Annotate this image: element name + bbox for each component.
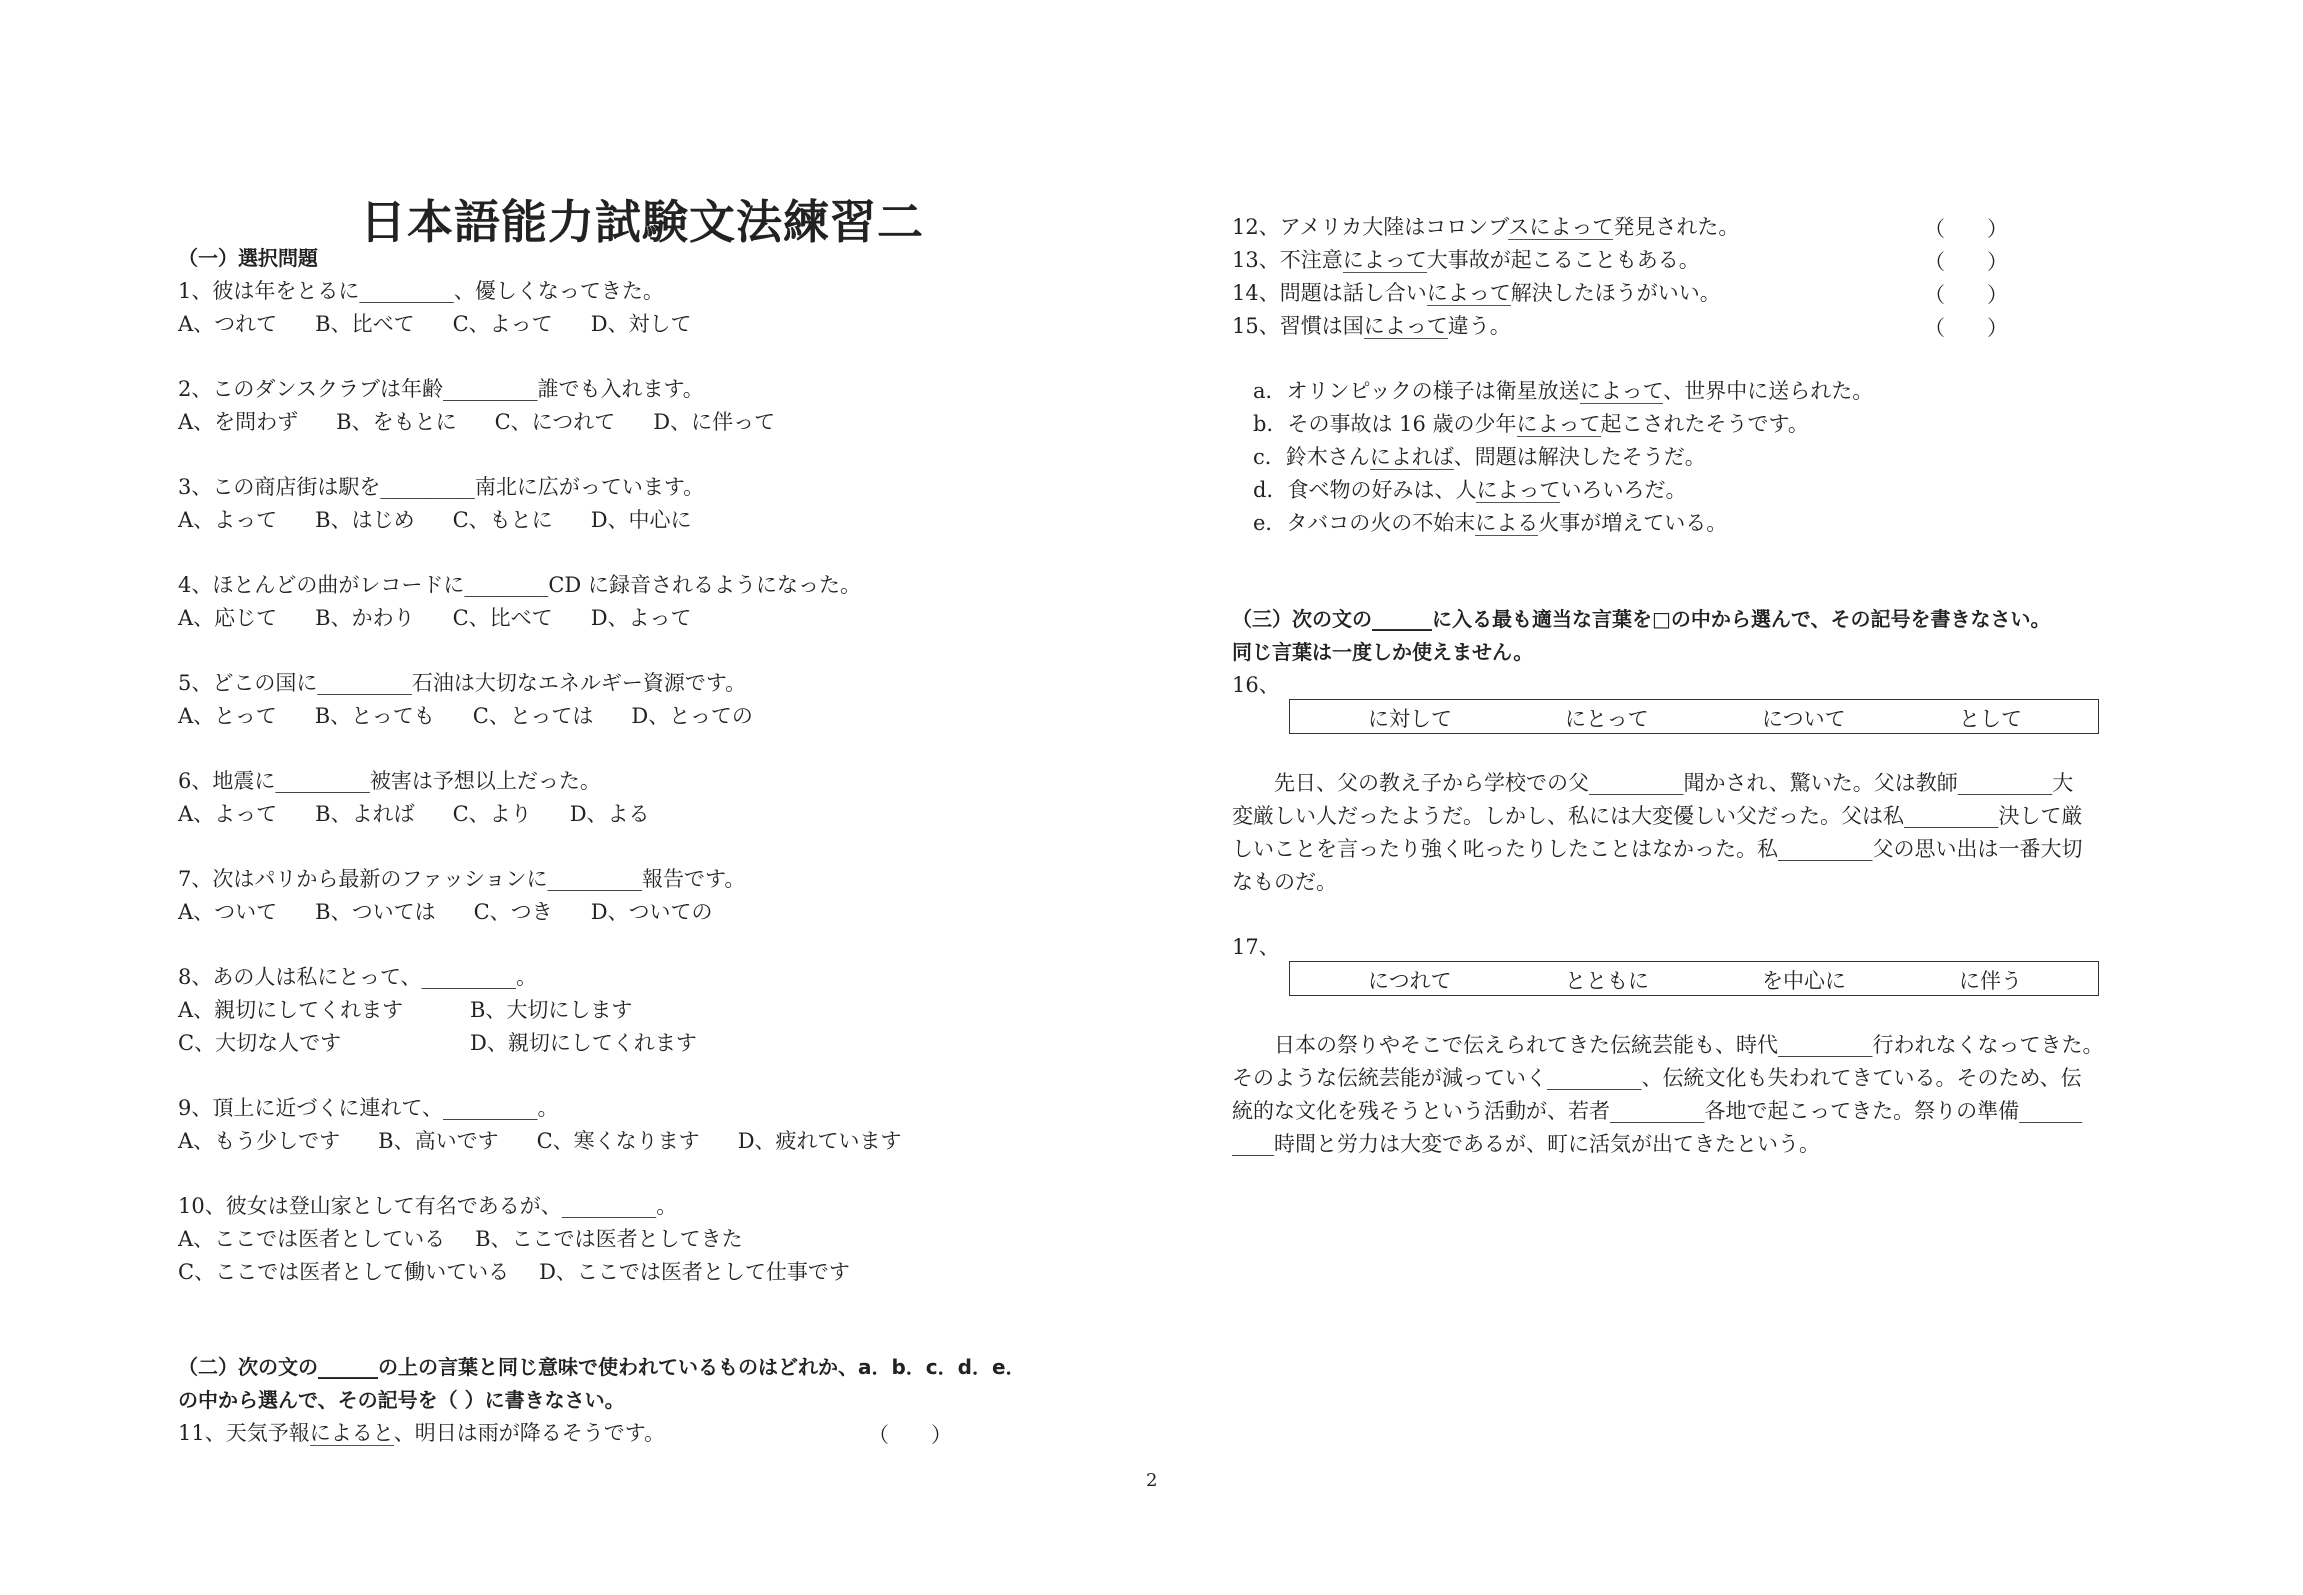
question-6: 6、地震に_________被害は予想以上だった。 bbox=[178, 769, 601, 793]
question-5: 5、どこの国に_________石油は大切なエネルギー資源です。 bbox=[178, 671, 747, 695]
question-14: 14、問題は話し合いによって解決したほうがいい。 bbox=[1232, 281, 1721, 305]
option[interactable]: C、とっては bbox=[472, 704, 594, 728]
option[interactable]: B、はじめ bbox=[315, 508, 415, 532]
option[interactable]: D、対して bbox=[590, 312, 692, 336]
question-4: 4、ほとんどの曲がレコードに________CD に録音されるようになった。 bbox=[178, 573, 861, 597]
option[interactable]: D、に伴って bbox=[653, 410, 776, 434]
question-8-options-1 bbox=[178, 996, 670, 1024]
word-option[interactable]: とともに bbox=[1565, 969, 1649, 993]
underlined-phrase: によって bbox=[1342, 248, 1427, 272]
option[interactable]: B、ついては bbox=[315, 900, 436, 924]
question-5-options bbox=[178, 702, 791, 730]
option[interactable]: A、もう少しです bbox=[178, 1129, 341, 1153]
passage-17-line-3: 統的な文化を残そうという活動が、若者_________各地で起こってきた。祭りの準備______ bbox=[1232, 1099, 2083, 1123]
question-9: 9、頂上に近づくに連れて、_________。 bbox=[178, 1096, 559, 1120]
page-title: 日本語能力試験文法練習二 bbox=[360, 195, 924, 249]
underlined-phrase: によれば bbox=[1369, 445, 1454, 469]
option[interactable]: C、もとに bbox=[452, 508, 553, 532]
option[interactable]: A、ついて bbox=[178, 900, 278, 924]
option[interactable]: B、をもとに bbox=[336, 410, 457, 434]
word-option[interactable]: に伴う bbox=[1959, 969, 2022, 993]
option[interactable]: D、ここでは医者として仕事です bbox=[539, 1260, 850, 1284]
answer-paren-11[interactable]: （ ） bbox=[868, 1423, 952, 1447]
option[interactable]: A、親切にしてくれます bbox=[178, 998, 404, 1022]
option[interactable]: A、応じて bbox=[178, 606, 278, 630]
word-option[interactable]: に対して bbox=[1368, 707, 1452, 731]
question-12: 12、アメリカ大陸はコロンブスによって発見された。 bbox=[1232, 215, 1740, 239]
word-option[interactable]: を中心に bbox=[1762, 969, 1846, 993]
question-10-options-2 bbox=[178, 1258, 888, 1286]
option[interactable]: D、中心に bbox=[590, 508, 692, 532]
passage-17-line-4: ____時間と労力は大変であるが、町に活気が出てきたという。 bbox=[1232, 1132, 1820, 1156]
underlined-phrase: によって bbox=[1476, 478, 1561, 502]
word-option[interactable]: について bbox=[1762, 707, 1846, 731]
option[interactable]: C、大切な人です bbox=[178, 1031, 342, 1055]
word-box-16 bbox=[1289, 699, 2099, 734]
option[interactable]: C、寒くなります bbox=[536, 1129, 700, 1153]
option[interactable]: A、とって bbox=[178, 704, 277, 728]
option[interactable]: C、より bbox=[452, 802, 532, 826]
option[interactable]: B、比べて bbox=[315, 312, 415, 336]
option[interactable]: C、よって bbox=[452, 312, 553, 336]
question-3-options bbox=[178, 506, 730, 534]
choice-c: c．鈴木さんによれば、問題は解決したそうだ。 bbox=[1253, 445, 1706, 469]
underlined-phrase: による bbox=[1475, 511, 1539, 535]
option[interactable]: B、大切にします bbox=[470, 998, 633, 1022]
option[interactable]: D、とっての bbox=[631, 704, 753, 728]
question-10: 10、彼女は登山家として有名であるが、_________。 bbox=[178, 1194, 678, 1218]
question-10-options-1 bbox=[178, 1225, 781, 1253]
section1-heading: （一）選択問題 bbox=[178, 246, 318, 270]
question-16-number: 16、 bbox=[1232, 673, 1280, 697]
section2-heading-line2: の中から選んで、その記号を（ ）に書きなさい。 bbox=[178, 1388, 625, 1412]
underlined-phrase: によって bbox=[1363, 314, 1448, 338]
question-3: 3、この商店街は駅を_________南北に広がっています。 bbox=[178, 475, 705, 499]
page-number: 2 bbox=[1146, 1470, 1158, 1491]
word-option[interactable]: として bbox=[1959, 707, 2022, 731]
choice-b: b．その事故は 16 歳の少年によって起こされたそうです。 bbox=[1253, 412, 1809, 436]
answer-paren-15[interactable]: （ ） bbox=[1924, 316, 2008, 340]
option[interactable]: A、よって bbox=[178, 508, 278, 532]
choice-d: d．食べ物の好みは、人によっていろいろだ。 bbox=[1253, 478, 1687, 502]
question-15: 15、習慣は国によって違う。 bbox=[1232, 314, 1511, 338]
choice-e: e．タバコの火の不始末による火事が増えている。 bbox=[1253, 511, 1728, 535]
section3-heading-line2: 同じ言葉は一度しか使えません。 bbox=[1232, 640, 1534, 664]
option[interactable]: A、よって bbox=[178, 802, 278, 826]
passage-16-line-3: しいことを言ったり強く叱ったりしたことはなかった。私_________父の思い出は一番大切 bbox=[1232, 837, 2083, 861]
question-2: 2、このダンスクラブは年齢_________誰でも入れます。 bbox=[178, 377, 704, 401]
question-7: 7、次はパリから最新のファッションに_________報告です。 bbox=[178, 867, 746, 891]
option[interactable]: C、つき bbox=[473, 900, 553, 924]
word-option[interactable]: にとって bbox=[1565, 707, 1649, 731]
question-8-options-2 bbox=[178, 1029, 735, 1057]
question-8: 8、あの人は私にとって、_________。 bbox=[178, 965, 538, 989]
word-option[interactable]: につれて bbox=[1368, 969, 1452, 993]
passage-17-line-1: 日本の祭りやそこで伝えられてきた伝統芸能も、時代_________行われなくなってきた。 bbox=[1232, 1033, 2104, 1057]
question-9-options bbox=[178, 1127, 940, 1155]
word-box-17 bbox=[1289, 961, 2099, 996]
question-7-options bbox=[178, 898, 751, 926]
option[interactable]: A、つれて bbox=[178, 312, 278, 336]
option[interactable]: B、高いです bbox=[378, 1129, 499, 1153]
option[interactable]: D、ついての bbox=[590, 900, 713, 924]
question-17-number: 17、 bbox=[1232, 935, 1280, 959]
option[interactable]: B、よれば bbox=[315, 802, 415, 826]
option[interactable]: B、とっても bbox=[314, 704, 435, 728]
underlined-phrase: スによって bbox=[1508, 215, 1614, 239]
passage-16-line-1: 先日、父の教え子から学校での父_________聞かされ、驚いた。父は教師_________大 bbox=[1232, 771, 2074, 795]
option[interactable]: C、につれて bbox=[494, 410, 616, 434]
passage-16-line-2: 変厳しい人だったようだ。しかし、私には大変優しい父だった。父は私_________決して厳 bbox=[1232, 804, 2083, 828]
option[interactable]: D、よる bbox=[569, 802, 650, 826]
underlined-phrase: によって bbox=[1579, 379, 1664, 403]
underlined-phrase: によって bbox=[1516, 412, 1601, 436]
option[interactable]: A、ここでは医者としている bbox=[178, 1227, 446, 1251]
section3-heading-line1: （三）次の文の______に入る最も適当な言葉を□の中から選んで、その記号を書きなさい。 bbox=[1232, 607, 2051, 631]
question-6-options bbox=[178, 800, 688, 828]
answer-paren-13[interactable]: （ ） bbox=[1924, 250, 2008, 274]
option[interactable]: C、ここでは医者として働いている bbox=[178, 1260, 510, 1284]
answer-paren-12[interactable]: （ ） bbox=[1924, 217, 2008, 241]
question-4-options bbox=[178, 604, 730, 632]
question-13: 13、不注意によって大事故が起こることもある。 bbox=[1232, 248, 1700, 272]
option[interactable]: A、を問わず bbox=[178, 410, 299, 434]
question-2-options bbox=[178, 408, 813, 436]
option[interactable]: B、ここでは医者としてきた bbox=[475, 1227, 743, 1251]
option[interactable]: D、よって bbox=[590, 606, 692, 630]
passage-16-line-4: なものだ。 bbox=[1232, 870, 1337, 894]
choice-a: a．オリンピックの様子は衛星放送によって、世界中に送られた。 bbox=[1253, 379, 1874, 403]
option[interactable]: D、疲れています bbox=[737, 1129, 902, 1153]
underlined-phrase: によると bbox=[309, 1421, 394, 1445]
answer-paren-14[interactable]: （ ） bbox=[1924, 283, 2008, 307]
option[interactable]: C、比べて bbox=[452, 606, 553, 630]
question-11: 11、天気予報によると、明日は雨が降るそうです。 bbox=[178, 1421, 666, 1445]
option[interactable]: B、かわり bbox=[315, 606, 415, 630]
underlined-phrase: によって bbox=[1426, 281, 1511, 305]
section2-heading-line1: （二）次の文の______の上の言葉と同じ意味で使われているものはどれか、a．b．c．d．e． bbox=[178, 1355, 1026, 1379]
question-1-options bbox=[178, 310, 730, 338]
passage-17-line-2: そのような伝統芸能が減っていく_________、伝統文化も失われてきている。そのため、伝 bbox=[1232, 1066, 2082, 1090]
question-1: 1、彼は年をとるに_________、優しくなってきた。 bbox=[178, 279, 664, 303]
option[interactable]: D、親切にしてくれます bbox=[470, 1031, 697, 1055]
